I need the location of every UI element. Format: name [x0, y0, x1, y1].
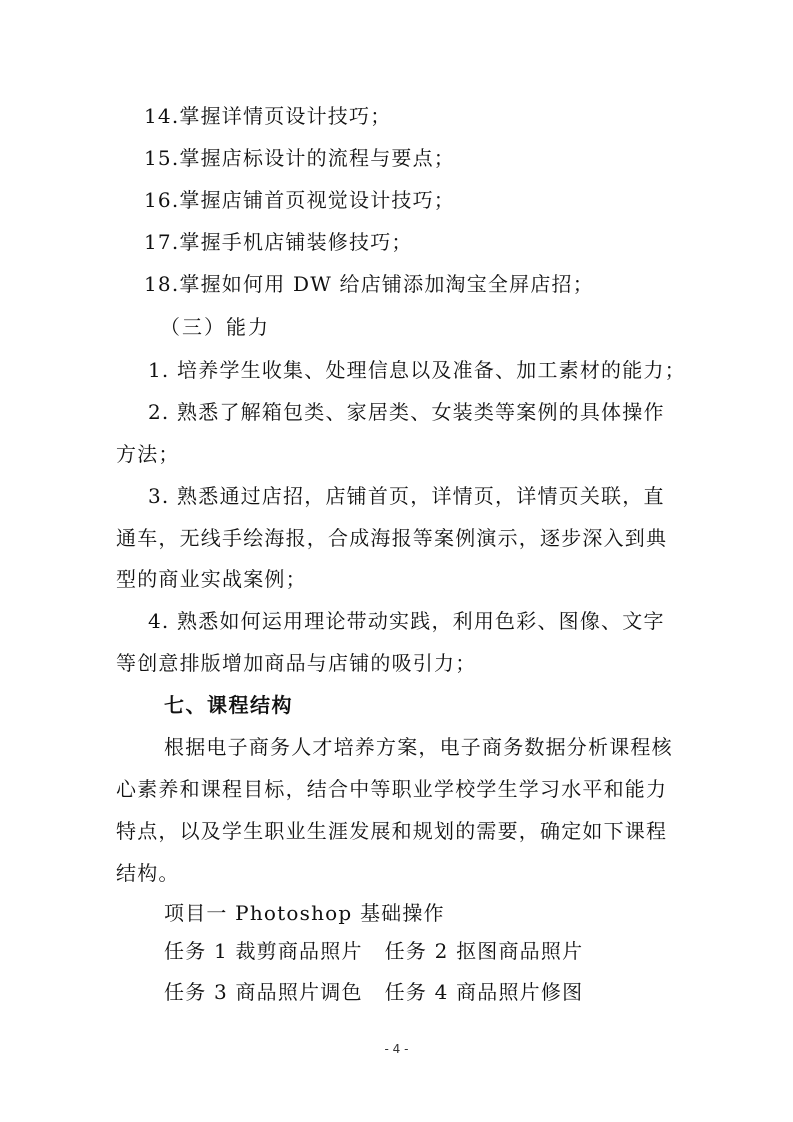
ability-item-4-line-1: 4. 熟悉如何运用理论带动实践，利用色彩、图像、文字: [148, 609, 665, 633]
structure-paragraph-line-4: 结构。: [116, 861, 180, 885]
structure-paragraph-line-1: 根据电子商务人才培养方案，电子商务数据分析课程核: [164, 735, 673, 759]
ability-item-1: 1. 培养学生收集、处理信息以及准备、加工素材的能力；: [148, 358, 686, 382]
objective-item-14: 14.掌握详情页设计技巧；: [144, 104, 392, 128]
project-1-title: 项目一 Photoshop 基础操作: [164, 901, 445, 925]
task-3: 任务 3 商品照片调色: [164, 980, 363, 1004]
task-2: 任务 2 抠图商品照片: [384, 939, 584, 963]
task-row-2: [164, 977, 583, 1007]
ability-item-3-line-2: 通车，无线手绘海报，合成海报等案例演示，逐步深入到典: [116, 526, 668, 550]
ability-item-2-line-2: 方法；: [116, 442, 180, 466]
ability-item-3-line-1: 3. 熟悉通过店招，店铺首页，详情页，详情页关联，直: [148, 484, 665, 508]
task-1: 任务 1 裁剪商品照片: [164, 939, 363, 963]
task-row-1: [164, 936, 583, 966]
structure-paragraph-line-3: 特点，以及学生职业生涯发展和规划的需要，确定如下课程: [116, 819, 668, 843]
ability-item-3-line-3: 型的商业实战案例；: [116, 567, 307, 591]
objective-item-15: 15.掌握店标设计的流程与要点；: [144, 146, 456, 170]
ability-item-2-line-1: 2. 熟悉了解箱包类、家居类、女装类等案例的具体操作: [148, 400, 665, 424]
task-4: 任务 4 商品照片修图: [384, 980, 584, 1004]
ability-item-4-line-2: 等创意排版增加商品与店铺的吸引力；: [116, 651, 477, 675]
objective-item-17: 17.掌握手机店铺装修技巧；: [144, 230, 413, 254]
objective-item-16: 16.掌握店铺首页视觉设计技巧；: [144, 188, 456, 212]
page-number: - 4 -: [384, 1042, 409, 1056]
section-heading-course-structure: 七、课程结构: [164, 693, 293, 717]
structure-paragraph-line-2: 心素养和课程目标，结合中等职业学校学生学习水平和能力: [116, 777, 668, 801]
ability-heading: （三）能力: [160, 315, 270, 339]
objective-item-18: 18.掌握如何用 DW 给店铺添加淘宝全屏店招；: [144, 272, 594, 296]
